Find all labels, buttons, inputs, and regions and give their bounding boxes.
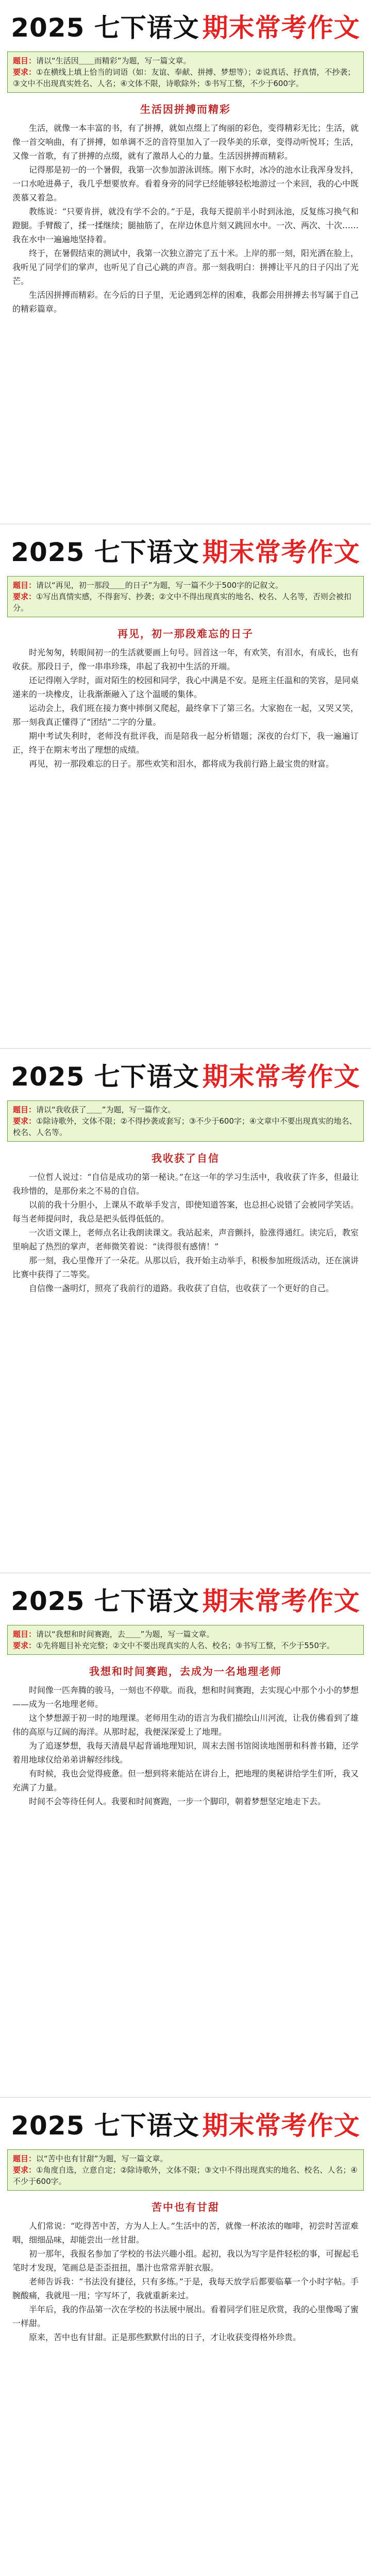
essay-paragraph: 期中考试失利时，老师没有批评我，而是陪我一起分析错题；深夜的台灯下，我一遍遍订正，终于在期末考出了理想的成绩。 [12,731,359,755]
essay-title: 我收获了自信 [151,1152,220,1164]
essay-paragraph: 时间不会等待任何人。我要和时间赛跑，一步一个脚印，朝着梦想坚定地走下去。 [29,1797,326,1806]
essay-paragraph: 那一刻，我心里像开了一朵花。从那以后，我开始主动举手，积极参加班级活动，还在演讲比赛中获得了二等奖。 [12,1256,359,1279]
banner-red-title: 期末常考作文 [202,1586,360,1616]
essay-section-1 [0,0,371,524]
essay-paragraph: 记得那是初一的一个暑假，我第一次参加游泳训练。刚下水时，冰冷的池水让我浑身发抖，一口水呛进鼻子，我几乎想要放弃。看着身旁的同学已经能够轻松地游过一个来回，我的心中既羡慕又着急。 [12,165,359,202]
prompt-requirements: ①写出真情实感，不得套写、抄袭；②文中不得出现真实的地名、校名、人名等，否则会被扣分。 [13,592,351,613]
banner-red-title: 期末常考作文 [202,537,360,567]
banner-red-title: 期末常考作文 [202,1062,360,1092]
prompt-requirements-line [13,2164,358,2187]
essay-section-5 [0,2098,371,2576]
prompt-topic-line [13,55,358,66]
prompt-box [7,576,364,617]
essay-section-4 [0,1573,371,2098]
section-banner [0,1573,371,1625]
essay-paragraph: 终于，在暑假结束的测试中，我第一次独立游完了五十米。上岸的那一刻，阳光洒在脸上，我听见了同学们的掌声，也听见了自己心跳的声音。那一刻我明白：拼搏让平凡的日子闪出了光芒。 [12,248,359,286]
prompt-topic: 请以“我想和时间赛跑，去＿＿”为题，写一篇文章。 [36,1630,214,1639]
essay-title: 再见，初一那段难忘的日子 [117,628,254,640]
prompt-topic-line [13,2153,358,2164]
topic-label: 题目： [13,1105,37,1114]
essay-paragraph: 时光匆匆，转眼间初一的生活就要画上句号。回首这一年，有欢笑，有泪水，有成长，也有收获。那段日子，像一串串珍珠，串起了我初中生活的开端。 [12,648,359,671]
essay-paragraph: 运动会上，我们班在接力赛中摔倒又爬起，最终拿下了第三名。大家抱在一起，又哭又笑，那一刻我真正懂得了“团结”二字的分量。 [12,703,359,727]
essay-paragraph: 老师告诉我：“书法没有捷径，只有多练。”于是，我每天放学后都要临摹一个小时字帖。手腕酸痛，我就甩一甩；字写坏了，我就重新来过。 [12,2277,359,2300]
topic-label: 题目： [13,56,37,65]
essay-paragraph: 有时候，我也会觉得疲惫。但一想到将来能站在讲台上，把地理的奥秘讲给学生们听，我又充满了力量。 [12,1769,359,1792]
prompt-requirements-line [13,66,358,89]
essay-body [0,2219,371,2344]
essay-paragraph: 时间像一匹奔腾的骏马，一刻也不停歇。而我，想和时间赛跑，去实现心中那个小小的梦想——成为一名地理老师。 [12,1685,359,1709]
essay-paragraph: 自信像一盏明灯，照亮了我前行的道路。我收获了自信，也收获了一个更好的自己。 [29,1283,334,1293]
essay-body [0,646,371,771]
banner-red-title: 期末常考作文 [202,13,360,43]
section-banner [0,2098,371,2149]
prompt-requirements: ①除诗歌外，文体不限；②不得抄袭或套写；③不少于600字；④文章中不要出现真实的地名、校名、人名等。 [13,1116,357,1137]
requirements-label: 要求： [13,592,37,601]
essay-paragraph: 再见，初一那段难忘的日子。那些欢笑和泪水，都将成为我前行路上最宝贵的财富。 [29,759,334,769]
prompt-requirements-line [13,591,358,614]
prompt-requirements: ①在横线上填上恰当的词语（如：友谊、奉献、拼搏、梦想等）；②说真话、抒真情，不抄袭；③文中不出现真实姓名、人名；④文体不限，诗歌除外；⑤书写工整，不少于600字。 [13,67,356,88]
prompt-topic: 请以“我收获了＿＿”为题，写一篇作文。 [36,1105,176,1114]
section-banner [0,524,371,576]
essay-paragraph: 初一那年，我报名参加了学校的书法兴趣小组。起初，我以为写字是件轻松的事，可握起毛笔时才发现，笔画总是歪歪扭扭，墨汁也常常弄脏衣服。 [12,2249,359,2273]
section-banner [0,0,371,52]
essay-paragraph: 生活，就像一本丰富的书，有了拼搏，就如点缀上了绚丽的彩色，变得精彩无比；生活，就像一首交响曲，有了拼搏，如单调不乏的音符里加入了一段华美的乐章，变得动听悦耳；生活，又像一首歌，有了拼搏的点缀，就有了激昂人心的力量。生活因拼搏而精彩。 [12,123,359,161]
essay-paragraph: 半年后，我的作品第一次在学校的书法展中展出。看着同学们驻足欣赏，我的心里像喝了蜜一样甜。 [12,2304,359,2328]
essay-section-3 [0,1049,371,1573]
requirements-label: 要求： [13,1641,37,1650]
requirements-label: 要求： [13,1116,37,1126]
prompt-requirements-line [13,1640,358,1651]
essay-paragraph: 这个梦想源于初一时的地理课。老师用生动的语言为我们描绘山川河流，让我仿佛看到了雄伟的高原与辽阔的海洋。从那时起，我便深深爱上了地理。 [12,1713,359,1737]
prompt-topic-line [13,1104,358,1115]
essay-paragraph: 以前的我十分胆小，上课从不敢举手发言，即使知道答案，也总担心说错了会被同学笑话。每当老师提问时，我总是把头低得低低的。 [12,1200,359,1224]
banner-year-title: 2025 七下语文 [11,1062,199,1092]
prompt-box [7,1100,364,1142]
essay-section-2 [0,524,371,1049]
essay-title: 苦中也有甘甜 [151,2201,220,2213]
essay-body [0,121,371,316]
essay-paragraph: 生活因拼搏而精彩。在今后的日子里，无论遇到怎样的困难，我都会用拼搏去书写属于自己的精彩篇章。 [12,290,359,314]
essay-title: 我想和时间赛跑，去成为一名地理老师 [89,1665,282,1677]
essay-body [0,1683,371,1808]
prompt-topic: 请以“再见，初一那段＿＿的日子”为题，写一篇不少于500字的记叙文。 [36,581,283,590]
prompt-topic: 以“苦中也有甘甜”为题，写一篇文章。 [36,2154,168,2163]
prompt-box [7,2149,364,2191]
prompt-requirements-line [13,1115,358,1138]
prompt-requirements: ①角度自选，立意自定；②除诗歌外，文体不限；③文中不得出现真实的地名、校名、人名；④不少于600字。 [13,2165,358,2186]
banner-red-title: 期末常考作文 [202,2111,360,2141]
banner-year-title: 2025 七下语文 [11,1586,199,1616]
essay-body [0,1170,371,1295]
topic-label: 题目： [13,2154,37,2163]
prompt-box [7,52,364,93]
essay-title: 生活因拼搏而精彩 [140,103,231,115]
prompt-topic-line [13,1629,358,1640]
essay-paragraph: 一次语文课上，老师点名让我朗读课文。我站起来，声音颤抖，脸涨得通红。读完后，教室里响起了热烈的掌声，老师微笑着说：“读得很有感情！” [12,1228,359,1251]
prompt-topic: 请以“生活因＿＿而精彩”为题，写一篇文章。 [36,56,191,65]
topic-label: 题目： [13,581,37,590]
essay-paragraph: 还记得刚入学时，面对陌生的校园和同学，我心中满是不安。是班主任温和的笑容，是同桌递来的一块橡皮，让我渐渐融入了这个温暖的集体。 [12,675,359,699]
requirements-label: 要求： [13,2165,37,2175]
banner-year-title: 2025 七下语文 [11,2111,199,2141]
prompt-box [7,1625,364,1655]
essay-paragraph: 人们常说：“吃得苦中苦，方为人上人。”生活中的苦，就像一杯浓浓的咖啡，初尝时苦涩难咽，细细品味，却能尝出一丝甘甜。 [12,2221,359,2245]
banner-year-title: 2025 七下语文 [11,537,199,567]
topic-label: 题目： [13,1630,37,1639]
banner-year-title: 2025 七下语文 [11,13,199,43]
requirements-label: 要求： [13,67,37,77]
prompt-requirements: ①先将题目补充完整；②文中不要出现真实的人名、校名；③书写工整，不少于550字。 [36,1641,334,1650]
essay-paragraph: 一位哲人说过：“自信是成功的第一秘诀。”在这一年的学习生活中，我收获了许多，但最让我珍惜的，是那份来之不易的自信。 [12,1172,359,1196]
prompt-topic-line [13,580,358,591]
essay-paragraph: 教练说：“只要肯拼，就没有学不会的。”于是，我每天提前半小时到泳池，反复练习换气和蹬腿。手臂酸了，揉一揉继续；腿抽筋了，在岸边休息片刻又跳回水中。一次、两次、十次……我在水中一遍遍地坚持着。 [12,207,359,244]
essay-paragraph: 原来，苦中也有甘甜。正是那些默默付出的日子，才让收获变得格外珍贵。 [29,2332,301,2342]
essay-paragraph: 为了追逐梦想，我每天清晨早起背诵地理知识，周末去图书馆阅读地图册和科普书籍，还学着用地球仪给弟弟讲解经纬线。 [12,1741,359,1765]
section-banner [0,1049,371,1100]
